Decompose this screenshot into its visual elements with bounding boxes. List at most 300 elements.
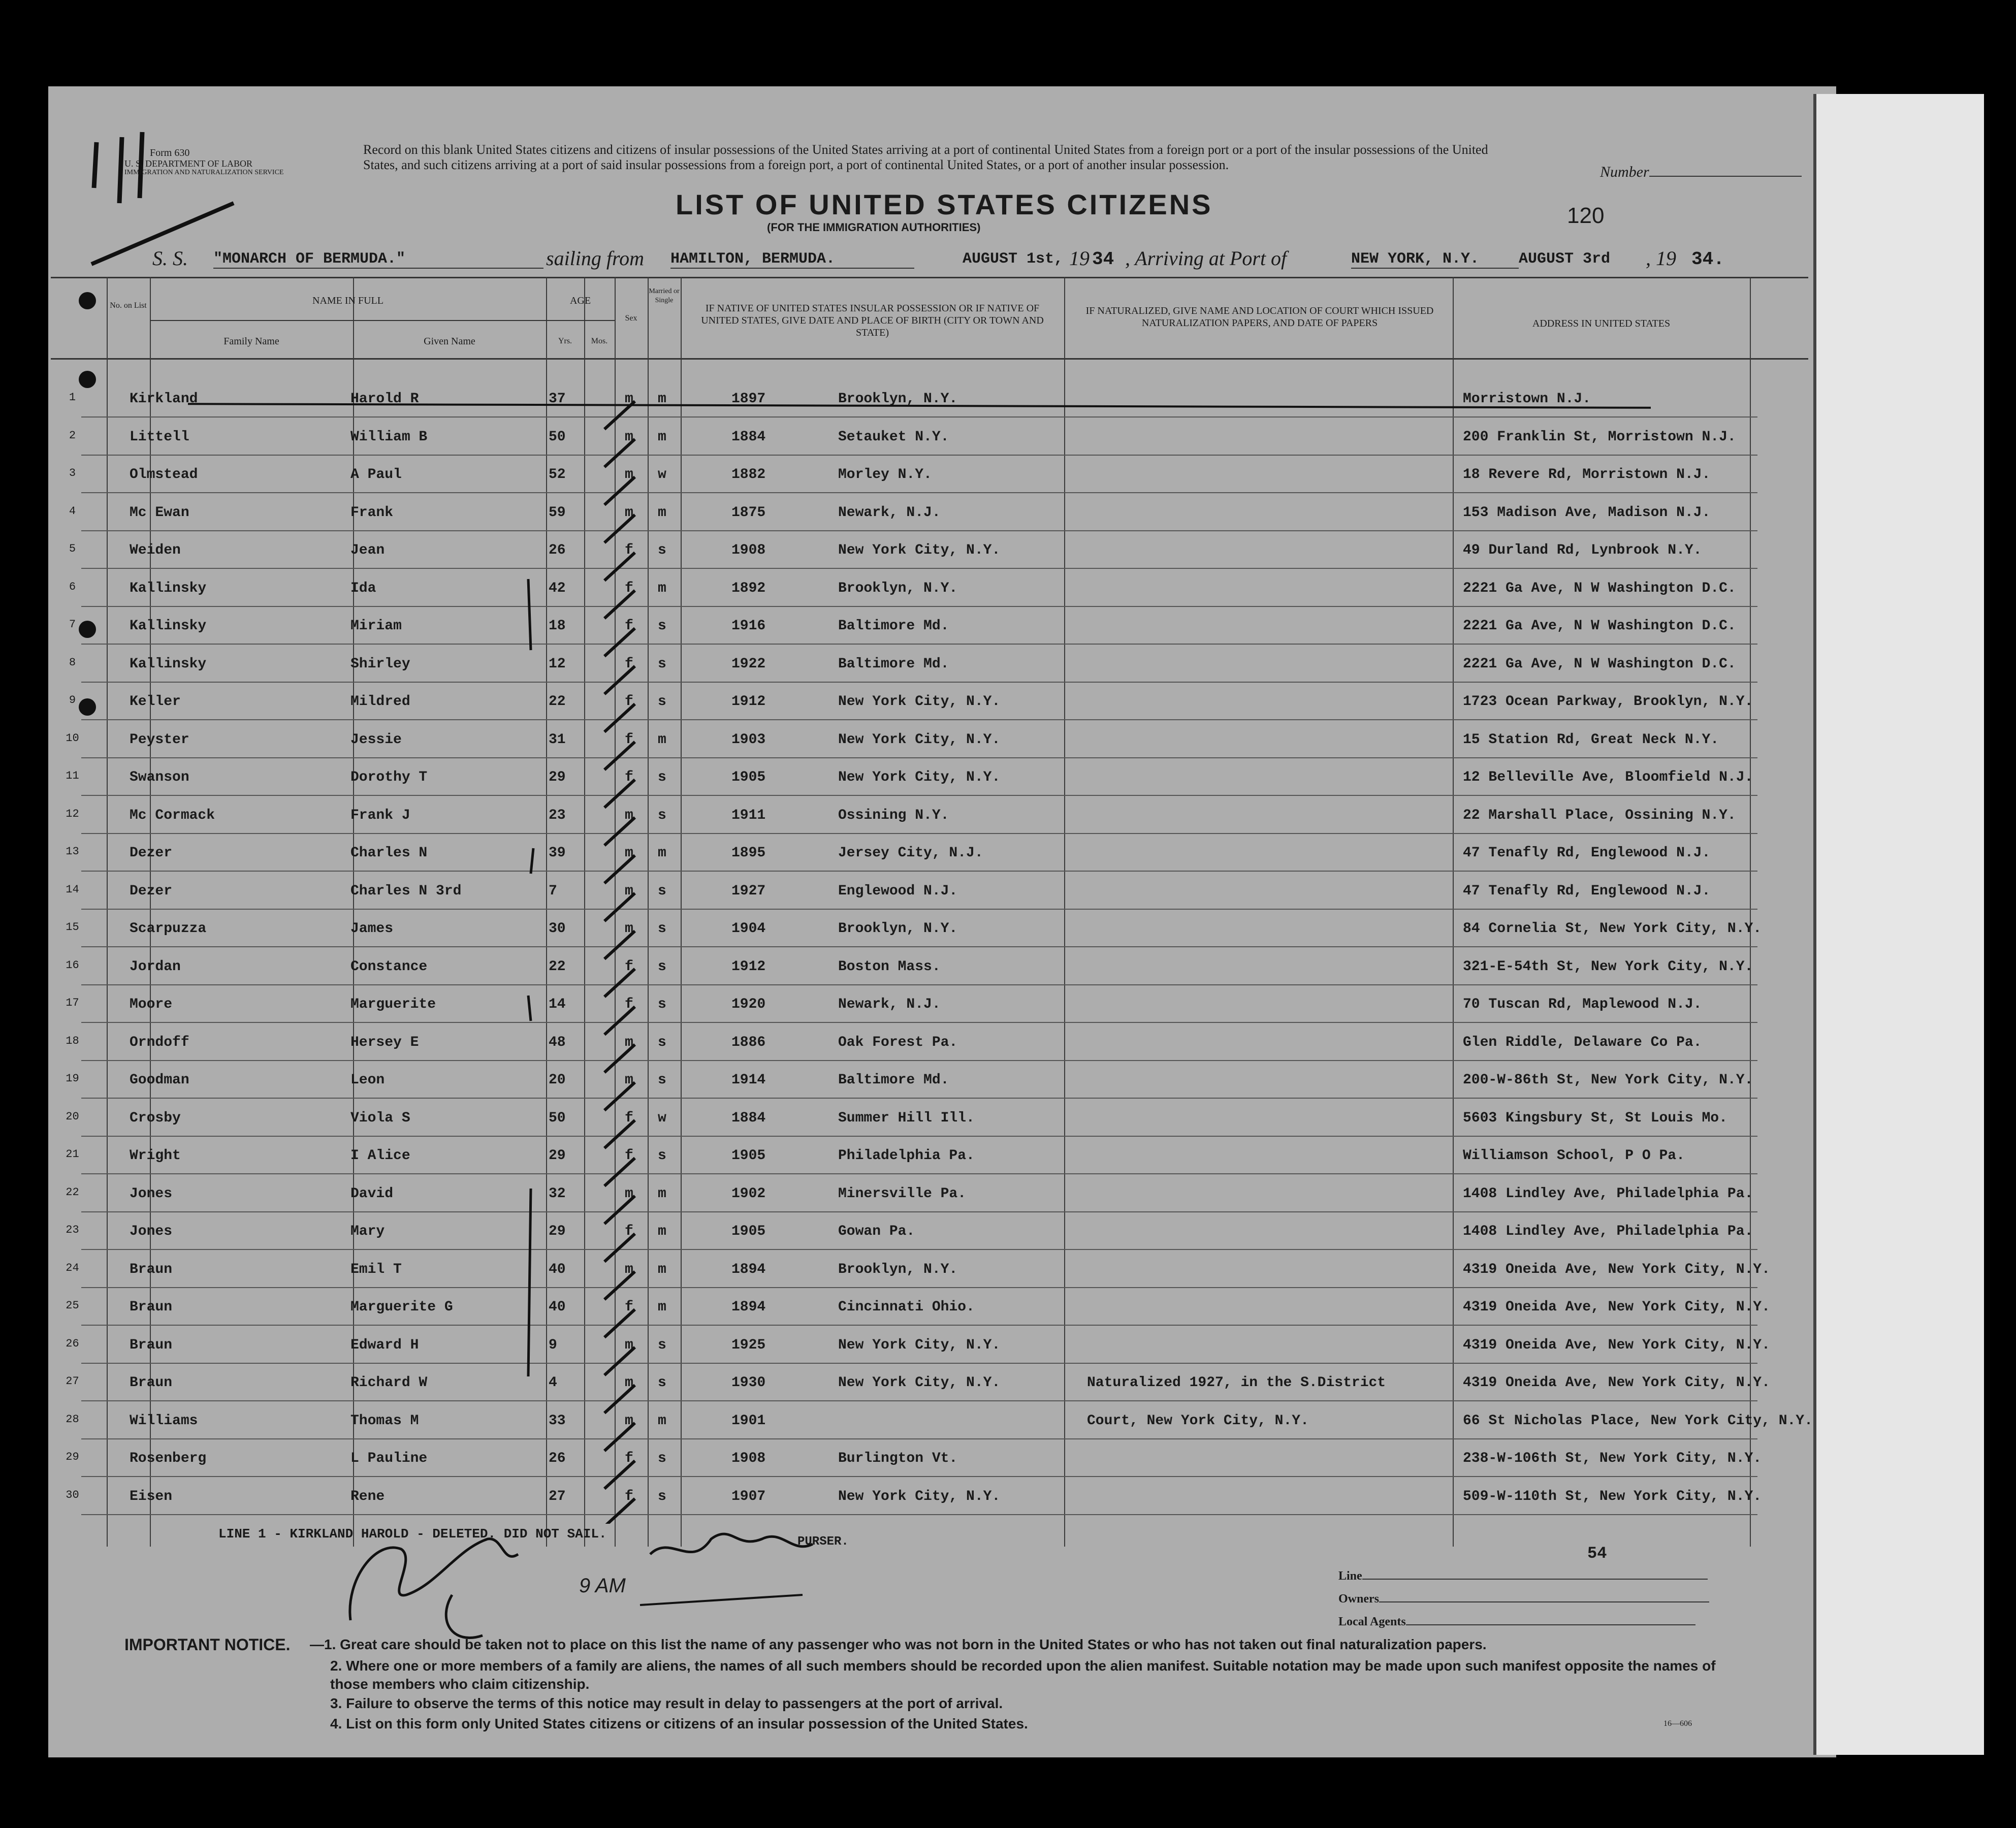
birth-place: Newark, N.J. [838, 504, 941, 521]
us-address: Williamson School, P O Pa. [1463, 1148, 1685, 1164]
family-name: Williams [130, 1413, 198, 1429]
age-years: 20 [549, 1072, 566, 1088]
birth-place: Morley N.Y. [838, 467, 932, 483]
family-name: Braun [130, 1299, 173, 1315]
marital-status: s [658, 1337, 666, 1353]
departure-year: 34 [1092, 249, 1114, 270]
age-years: 29 [549, 1224, 566, 1239]
us-address: 4319 Oneida Ave, New York City, N.Y. [1463, 1337, 1770, 1353]
birth-place: New York City, N.Y. [838, 1488, 1001, 1504]
age-years: 22 [549, 694, 566, 710]
marital-status: w [658, 467, 666, 483]
birth-place: Summer Hill Ill. [838, 1110, 975, 1126]
table-row [66, 1438, 1762, 1477]
given-name: Dorothy T [350, 769, 428, 785]
row-number: 29 [66, 1451, 79, 1463]
marital-status: m [658, 504, 666, 521]
family-name: Dezer [130, 845, 173, 861]
given-name: Jean [350, 542, 385, 558]
given-name: Jessie [350, 731, 402, 748]
sex: m [625, 883, 633, 899]
age-years: 26 [549, 542, 566, 558]
row-number: 26 [66, 1337, 79, 1350]
age-years: 29 [549, 1148, 566, 1164]
sex: f [625, 997, 633, 1012]
row-number: 11 [66, 769, 79, 782]
marital-status: m [658, 391, 666, 407]
birth-place: Brooklyn, N.Y. [838, 391, 958, 407]
family-name: Eisen [130, 1488, 173, 1504]
table-row [69, 568, 1757, 607]
family-name: Kallinsky [130, 656, 207, 672]
given-name: Frank J [350, 807, 410, 823]
birth-year: 1908 [731, 542, 766, 558]
table-header-bottom [51, 358, 1808, 360]
header-no: No. on List [110, 301, 147, 310]
given-name: Charles N 3rd [350, 883, 462, 899]
sex: m [625, 807, 633, 823]
form-number: Form 630 [150, 147, 190, 158]
birth-year: 1908 [731, 1451, 766, 1466]
marital-status: m [658, 1224, 666, 1239]
family-name: Crosby [130, 1110, 181, 1126]
age-years: 7 [549, 883, 557, 899]
family-name: Weiden [130, 542, 181, 558]
given-name: Richard W [350, 1375, 428, 1391]
table-row [66, 1362, 1770, 1401]
department: U. S. DEPARTMENT OF LABOR [124, 158, 252, 169]
naturalization-info: Naturalized 1927, in the S.District [1087, 1375, 1386, 1391]
notice-heading: IMPORTANT NOTICE. [124, 1635, 291, 1654]
sex: m [625, 845, 633, 861]
marital-status: s [658, 1148, 666, 1164]
us-address: 66 St Nicholas Place, New York City, N.Y. [1463, 1413, 1813, 1429]
birth-year: 1886 [731, 1034, 766, 1050]
age-years: 37 [549, 391, 566, 407]
row-number: 19 [66, 1072, 79, 1085]
us-address: 509-W-110th St, New York City, N.Y. [1463, 1488, 1762, 1504]
notice-item-2: 2. Where one or more members of a family are aliens, the names of all such members should be recorded upon the alien manifest. Suitable notation may be made upon such manifest opposite the names of those members who claim citizenship. [330, 1658, 1716, 1692]
marital-status: s [658, 694, 666, 710]
table-row [66, 1249, 1770, 1288]
us-address: 4319 Oneida Ave, New York City, N.Y. [1463, 1261, 1770, 1277]
age-years: 23 [549, 807, 566, 823]
marital-status: m [658, 429, 666, 445]
age-years: 42 [549, 580, 566, 596]
row-number: 20 [66, 1110, 79, 1123]
row-number: 22 [66, 1185, 79, 1199]
birth-place: Philadelphia Pa. [838, 1148, 975, 1164]
sex: m [625, 429, 633, 445]
row-number: 14 [66, 883, 79, 896]
purser-label: PURSER. [797, 1535, 849, 1549]
birth-place: Brooklyn, N.Y. [838, 921, 958, 937]
birth-year: 1882 [731, 467, 766, 483]
birth-year: 1914 [731, 1072, 766, 1088]
sex: f [625, 1451, 633, 1466]
family-name: Braun [130, 1375, 173, 1391]
header-name-divider [150, 320, 546, 321]
given-name: William B [350, 429, 428, 445]
header-address: ADDRESS IN UNITED STATES [1532, 318, 1671, 329]
birth-place: Burlington Vt. [838, 1451, 958, 1466]
birth-year: 1925 [731, 1337, 766, 1353]
birth-place: Newark, N.J. [838, 997, 941, 1012]
sex: f [625, 580, 633, 596]
birth-place: Englewood N.J. [838, 883, 958, 899]
birth-place: Boston Mass. [838, 958, 941, 975]
departure-port: HAMILTON, BERMUDA. [670, 250, 914, 269]
us-address: 4319 Oneida Ave, New York City, N.Y. [1463, 1299, 1770, 1315]
row-number: 15 [66, 921, 79, 934]
form-code: 16—606 [1663, 1719, 1692, 1728]
row-number: 1 [69, 391, 76, 404]
row-number: 12 [66, 807, 79, 820]
sex: m [625, 1413, 633, 1429]
table-row [66, 1173, 1757, 1212]
birth-year: 1894 [731, 1261, 766, 1277]
page-count: 54 [1587, 1544, 1607, 1563]
age-years: 50 [549, 1110, 566, 1126]
age-years: 52 [549, 467, 566, 483]
header-sex: Sex [625, 314, 637, 323]
birth-place: New York City, N.Y. [838, 1375, 1001, 1391]
family-name: Olmstead [130, 467, 198, 483]
table-row [66, 757, 1757, 796]
arrival-date: AUGUST 3rd [1519, 250, 1611, 268]
birth-year: 1905 [731, 1224, 766, 1239]
table-row [66, 1060, 1757, 1099]
page-title: LIST OF UNITED STATES CITIZENS [676, 188, 1213, 220]
sex: f [625, 958, 633, 975]
family-name: Mc Cormack [130, 807, 215, 823]
table-row [69, 416, 1757, 456]
us-address: 153 Madison Ave, Madison N.J. [1463, 504, 1711, 521]
marital-status: m [658, 1413, 666, 1429]
sex: f [625, 1110, 633, 1126]
given-name: L Pauline [350, 1451, 428, 1466]
table-row [66, 946, 1757, 985]
table-row [66, 1287, 1770, 1326]
us-address: 2221 Ga Ave, N W Washington D.C. [1463, 580, 1736, 596]
header-name-in-full: NAME IN FULL [312, 295, 383, 306]
age-years: 30 [549, 921, 566, 937]
age-years: 48 [549, 1034, 566, 1050]
given-name: David [350, 1185, 394, 1202]
sex: m [625, 1261, 633, 1277]
table-row [66, 984, 1757, 1023]
age-years: 9 [549, 1337, 557, 1353]
row-number: 9 [69, 694, 76, 707]
row-number: 10 [66, 731, 79, 745]
family-name: Orndoff [130, 1034, 189, 1050]
marital-status: s [658, 769, 666, 785]
family-name: Kallinsky [130, 580, 207, 596]
row-number: 3 [69, 467, 76, 479]
local-agents-label: Local Agents [1338, 1615, 1695, 1629]
header-age-divider [546, 320, 615, 321]
birth-place: Setauket N.Y. [838, 429, 949, 445]
header-yrs: Yrs. [558, 337, 572, 345]
family-name: Kallinsky [130, 618, 207, 634]
arrival-port: NEW YORK, N.Y. [1351, 250, 1519, 269]
birth-place: Gowan Pa. [838, 1224, 915, 1239]
sex: f [625, 694, 633, 710]
us-address: 18 Revere Rd, Morristown N.J. [1463, 467, 1711, 483]
birth-year: 1904 [731, 921, 766, 937]
family-name: Braun [130, 1261, 173, 1277]
us-address: 238-W-106th St, New York City, N.Y. [1463, 1451, 1762, 1466]
sex: m [625, 1185, 633, 1202]
marital-status: s [658, 958, 666, 975]
arrival-year: 34. [1691, 249, 1724, 270]
birth-year: 1902 [731, 1185, 766, 1202]
table-row [66, 871, 1757, 910]
family-name: Braun [130, 1337, 173, 1353]
header-family-name: Family Name [223, 336, 279, 347]
family-name: Jones [130, 1185, 173, 1202]
given-name: Leon [350, 1072, 385, 1088]
given-name: Marguerite [350, 997, 436, 1012]
table-row [69, 681, 1757, 720]
us-address: 200 Franklin St, Morristown N.J. [1463, 429, 1736, 445]
age-years: 22 [549, 958, 566, 975]
age-years: 33 [549, 1413, 566, 1429]
us-address: 84 Cornelia St, New York City, N.Y. [1463, 921, 1762, 937]
birth-year: 1911 [731, 807, 766, 823]
marital-status: s [658, 921, 666, 937]
birth-place: Brooklyn, N.Y. [838, 580, 958, 596]
marital-status: s [658, 1072, 666, 1088]
birth-place: Jersey City, N.J. [838, 845, 983, 861]
marital-status: s [658, 1451, 666, 1466]
time-note: 9 AM [579, 1575, 626, 1597]
us-address: 22 Marshall Place, Ossining N.Y. [1463, 807, 1736, 823]
us-address: Glen Riddle, Delaware Co Pa. [1463, 1034, 1702, 1050]
us-address: 15 Station Rd, Great Neck N.Y. [1463, 731, 1719, 748]
marital-status: s [658, 1034, 666, 1050]
family-name: Goodman [130, 1072, 189, 1088]
list-number: 120 [1567, 203, 1605, 228]
age-years: 26 [549, 1451, 566, 1466]
given-name: Mildred [350, 694, 410, 710]
table-row [66, 1211, 1757, 1250]
given-name: Mary [350, 1224, 385, 1239]
us-address: 49 Durland Rd, Lynbrook N.Y. [1463, 542, 1702, 558]
row-number: 23 [66, 1224, 79, 1236]
given-name: Miriam [350, 618, 402, 634]
family-name: Jordan [130, 958, 181, 975]
deleted-note: LINE 1 - KIRKLAND HAROLD - DELETED. DID NOT SAIL. [218, 1526, 607, 1542]
table-row [66, 719, 1757, 758]
us-address: 12 Belleville Ave, Bloomfield N.J. [1463, 769, 1753, 785]
age-years: 39 [549, 845, 566, 861]
us-address: 200-W-86th St, New York City, N.Y. [1463, 1072, 1753, 1088]
table-row [69, 530, 1757, 569]
row-number: 18 [66, 1034, 79, 1047]
table-row [66, 1400, 1813, 1439]
birth-place: Brooklyn, N.Y. [838, 1261, 958, 1277]
given-name: I Alice [350, 1148, 410, 1164]
sex: m [625, 1337, 633, 1353]
sex: f [625, 731, 633, 748]
arrival-year-prefix: , 19 [1646, 247, 1676, 270]
us-address: 2221 Ga Ave, N W Washington D.C. [1463, 618, 1736, 634]
sex: f [625, 1299, 633, 1315]
service: IMMIGRATION AND NATURALIZATION SERVICE [124, 169, 284, 176]
us-address: 5603 Kingsbury St, St Louis Mo. [1463, 1110, 1727, 1126]
birth-year: 1912 [731, 958, 766, 975]
birth-year: 1905 [731, 769, 766, 785]
given-name: A Paul [350, 467, 402, 483]
check-marks [584, 396, 655, 1524]
given-name: Edward H [350, 1337, 419, 1353]
marital-status: s [658, 1488, 666, 1504]
marital-status: s [658, 618, 666, 634]
header-naturalized: IF NATURALIZED, GIVE NAME AND LOCATION OF COURT WHICH ISSUED NATURALIZATION PAPERS, AND DATE OF PAPERS [1085, 305, 1434, 329]
family-name: Kirkland [130, 391, 198, 407]
birth-year: 1907 [731, 1488, 766, 1504]
birth-year: 1920 [731, 997, 766, 1012]
row-number: 8 [69, 656, 76, 669]
birth-place: New York City, N.Y. [838, 731, 1001, 748]
family-name: Jones [130, 1224, 173, 1239]
sex: m [625, 391, 633, 407]
sex: m [625, 1375, 633, 1391]
marital-status: s [658, 656, 666, 672]
sex: f [625, 1148, 633, 1164]
row-number: 5 [69, 542, 76, 555]
marital-status: s [658, 1375, 666, 1391]
table-row [66, 908, 1762, 947]
row-number: 28 [66, 1413, 79, 1426]
table-row [69, 454, 1757, 493]
table-row [66, 1325, 1770, 1364]
header-birth: IF NATIVE OF UNITED STATES INSULAR POSSESSION OR IF NATIVE OF UNITED STATES, GIVE DATE AND PLACE OF BIRTH (CITY OR TOWN AND STATE) [701, 303, 1044, 338]
given-name: Harold R [350, 391, 419, 407]
family-name: Scarpuzza [130, 921, 207, 937]
table-row [69, 605, 1757, 645]
notice-item-4: 4. List on this form only United States citizens or citizens of an insular possession of the United States. [330, 1716, 1028, 1731]
birth-place: New York City, N.Y. [838, 694, 1001, 710]
table-row [66, 832, 1757, 872]
family-name: Rosenberg [130, 1451, 207, 1466]
birth-place: New York City, N.Y. [838, 1337, 1001, 1353]
us-address: 2221 Ga Ave, N W Washington D.C. [1463, 656, 1736, 672]
birth-place: Baltimore Md. [838, 1072, 949, 1088]
row-number: 13 [66, 845, 79, 858]
age-years: 40 [549, 1299, 566, 1315]
departure-date: AUGUST 1st, [963, 250, 1064, 268]
family-name: Wright [130, 1148, 181, 1164]
marital-status: m [658, 1185, 666, 1202]
marital-status: m [658, 580, 666, 596]
family-name: Dezer [130, 883, 173, 899]
family-name: Swanson [130, 769, 189, 785]
age-years: 40 [549, 1261, 566, 1277]
form-instructions: Record on this blank United States citizens and citizens of insular possessions of the United States arriving at a port of continental United States from a foreign port or a port of the insular possessions of the United States, and such citizens arriving at a port of said insular possessions from a foreign port, a port of continental United States, or a port of another insular possession. [363, 142, 1488, 172]
row-number: 16 [66, 958, 79, 972]
departure-year-prefix: 19 [1069, 247, 1090, 270]
table-row [66, 1476, 1762, 1515]
given-name: Viola S [350, 1110, 410, 1126]
birth-place: New York City, N.Y. [838, 542, 1001, 558]
family-name: Keller [130, 694, 181, 710]
family-name: Littell [130, 429, 189, 445]
birth-year: 1875 [731, 504, 766, 521]
marital-status: m [658, 1261, 666, 1277]
given-name: Emil T [350, 1261, 402, 1277]
given-name: Marguerite G [350, 1299, 453, 1315]
sex: f [625, 542, 633, 558]
sex: f [625, 1224, 633, 1239]
header-age: AGE [569, 295, 591, 306]
row-number: 7 [69, 618, 76, 631]
sex: f [625, 656, 633, 672]
given-name: Frank [350, 504, 394, 521]
marital-status: w [658, 1110, 666, 1126]
birth-year: 1895 [731, 845, 766, 861]
family-name: Mc Ewan [130, 504, 189, 521]
birth-year: 1912 [731, 694, 766, 710]
birth-year: 1892 [731, 580, 766, 596]
row-number: 24 [66, 1261, 79, 1274]
row-number: 2 [69, 429, 76, 442]
ship-name: "MONARCH OF BERMUDA." [213, 250, 543, 269]
sailing-label: sailing from [546, 247, 644, 270]
given-name: Hersey E [350, 1034, 419, 1050]
age-years: 50 [549, 429, 566, 445]
birth-place: New York City, N.Y. [838, 769, 1001, 785]
us-address: 47 Tenafly Rd, Englewood N.J. [1463, 845, 1711, 861]
given-name: Charles N [350, 845, 428, 861]
us-address: Morristown N.J. [1463, 391, 1591, 407]
given-name: Thomas M [350, 1413, 419, 1429]
header-given-name: Given Name [424, 336, 475, 347]
birth-place: Ossining N.Y. [838, 807, 949, 823]
notice-item-3: 3. Failure to observe the terms of this notice may result in delay to passengers at the port of arrival. [330, 1695, 1003, 1711]
owners-label: Owners [1338, 1592, 1709, 1606]
birth-year: 1897 [731, 391, 766, 407]
number-label: Number [1600, 164, 1802, 181]
marital-status: s [658, 807, 666, 823]
adjacent-page [1813, 94, 1984, 1755]
table-row [69, 644, 1757, 683]
birth-place: Oak Forest Pa. [838, 1034, 958, 1050]
birth-year: 1916 [731, 618, 766, 634]
family-name: Moore [130, 997, 173, 1012]
naturalization-info: Court, New York City, N.Y. [1087, 1413, 1309, 1429]
us-address: 47 Tenafly Rd, Englewood N.J. [1463, 883, 1711, 899]
marital-status: m [658, 845, 666, 861]
age-years: 31 [549, 731, 566, 748]
us-address: 4319 Oneida Ave, New York City, N.Y. [1463, 1375, 1770, 1391]
header-married: Married or Single [649, 287, 680, 304]
given-name: Rene [350, 1488, 385, 1504]
ss-label: S. S. [152, 247, 188, 270]
birth-year: 1905 [731, 1148, 766, 1164]
birth-year: 1884 [731, 429, 766, 445]
table-row [66, 1098, 1757, 1137]
sex: m [625, 467, 633, 483]
table-row [69, 378, 1757, 418]
header-mos: Mos. [591, 337, 608, 345]
marital-status: s [658, 542, 666, 558]
notice-item-1: —1. Great care should be taken not to place on this list the name of any passenger who was not born in the United States or who has not taken out final naturalization papers. [310, 1637, 1487, 1652]
age-years: 4 [549, 1375, 557, 1391]
us-address: 1408 Lindley Ave, Philadelphia Pa. [1463, 1224, 1753, 1239]
age-years: 27 [549, 1488, 566, 1504]
